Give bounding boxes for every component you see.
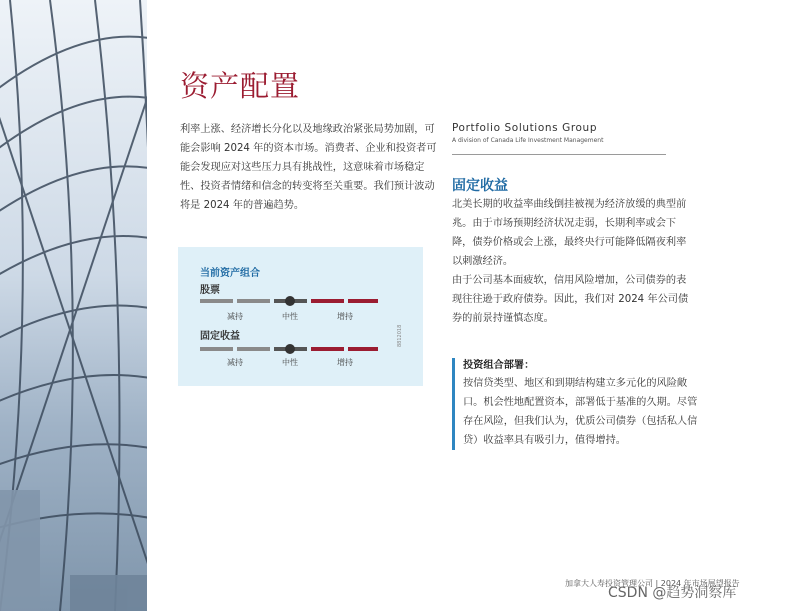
allocation-label-equities: 股票 (200, 285, 220, 296)
scale-segment-overweight (311, 347, 344, 351)
document-code: 8812018 (397, 324, 403, 347)
portfolio-positioning-callout (452, 358, 707, 450)
scale-segment-underweight-strong (200, 299, 233, 303)
scale-segment-underweight (237, 347, 270, 351)
allocation-scale-fixed-income (200, 343, 378, 355)
brand-divider (452, 154, 666, 155)
brand-name: Portfolio Solutions Group (452, 122, 598, 134)
intro-paragraph: 利率上涨、经济增长分化以及地缘政治紧张局势加剧，可能会影响 2024 年的资本市场。消费者、企业和投资者可能会发现应对这些压力具有挑战性，这意味着市场稳定性、投资者情绪和信念的转变将至关重要。我们预计波动将是 2024 年的普遍趋势。 (180, 124, 437, 211)
tick-label-neutral: 中性 (282, 312, 298, 321)
tick-label-underweight: 减持 (227, 358, 243, 367)
scale-segment-underweight-strong (200, 347, 233, 351)
asset-allocation-box (178, 247, 423, 386)
tick-label-overweight: 增持 (337, 312, 353, 321)
fixed-income-paragraph-2: 由于公司基本面疲软，信用风险增加，公司债券的表现往往逊于政府债券。因此，我们对 2024 年公司债券的前景持谨慎态度。 (452, 275, 689, 324)
callout-text: 按信贷类型、地区和到期结构建立多元化的风险敞口。机会性地配置资本，部署低于基准的久期。尽管存在风险，但我们认为，优质公司债券（包括私人信贷）收益率具有吸引力，值得增持。 (463, 378, 698, 446)
tick-label-overweight: 增持 (337, 358, 353, 367)
allocation-indicator-fixed-income (285, 344, 295, 354)
allocation-title: 当前资产组合 (200, 268, 260, 279)
allocation-scale-equities (200, 295, 378, 307)
architecture-photo (0, 0, 147, 611)
scale-segment-overweight-strong (348, 299, 378, 303)
scale-segment-overweight (311, 299, 344, 303)
scale-segment-overweight-strong (348, 347, 378, 351)
callout-title: 投资组合部署： (463, 360, 535, 371)
allocation-label-fixed-income: 固定收益 (200, 331, 240, 342)
allocation-indicator-equities (285, 296, 295, 306)
fixed-income-paragraph-1: 北美长期的收益率曲线倒挂被视为经济放缓的典型前兆。由于市场预期经济状况走弱，长期利率或会下降，债券价格或会上涨，最终央行可能降低隔夜利率以刺激经济。 (452, 199, 687, 267)
section-title-fixed-income: 固定收益 (452, 178, 508, 194)
scale-segment-underweight (237, 299, 270, 303)
page-footer: 加拿大人寿投资管理公司 | 2024 年市场展望报告 (565, 579, 740, 588)
watermark: CSDN @趋势洞察库 (608, 585, 737, 601)
page-title: 资产配置 (180, 69, 301, 103)
tick-label-underweight: 减持 (227, 312, 243, 321)
tick-label-neutral: 中性 (282, 358, 298, 367)
brand-subtitle: A division of Canada Life Investment Management (452, 137, 604, 144)
brand-block (452, 122, 666, 155)
